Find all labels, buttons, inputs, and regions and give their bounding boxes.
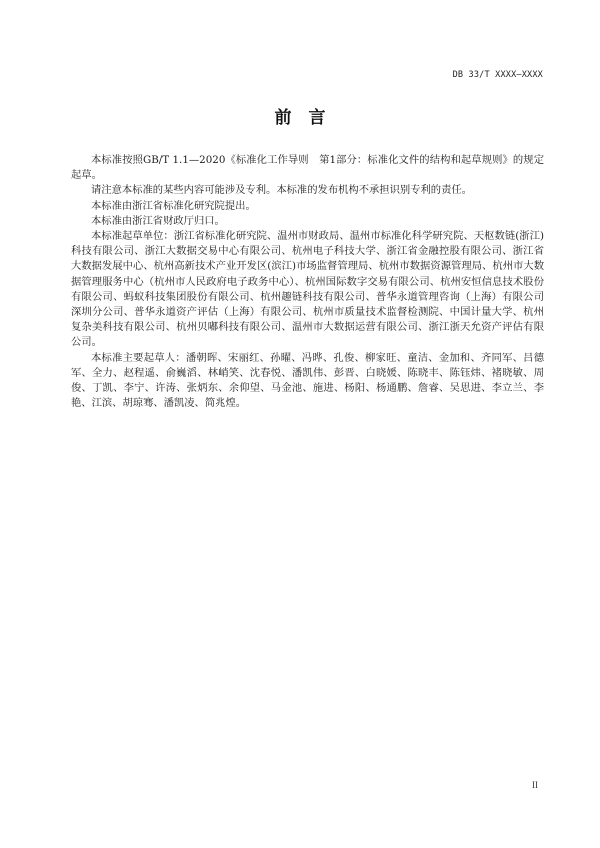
document-code: DB 33/T XXXX—XXXX [452,70,543,80]
paragraph-administrator: 本标准由浙江省财政厅归口。 [91,214,225,227]
paragraph-drafting-units: 本标准起草单位：浙江省标准化研究院、温州市财政局、温州市标准化科学研究院、天枢数链(浙江)科技有限公司、浙江大数据交易中心有限公司、杭州电子科技大学、浙江省金融控股有限公司、浙江省大数据发展中心、杭州高新技术产业开发区(滨江)市场监督管理局、杭州市数据资源管理局、杭州市大数据管理服务中心（杭州市人民政府电子政务中心）、杭州国际数字交易有限公司、杭州安恒信息技术股份有限公司、蚂蚁科技集团股份有限公司、杭州趣链科技有限公司、普华永道管理咨询（上海）有限公司深圳分公司、普华永道资产评估（上海）有限公司、杭州市质量技术监督检测院、中国计量大学、杭州复杂美科技有限公司、杭州贝嘟科技有限公司、温州市大数据运营有限公司、浙江浙天允资产评估有限公司。 [71,230,544,349]
paragraph-drafting-basis: 本标准按照GB/T 1.1—2020《标准化工作导则 第1部分：标准化文件的结构和起草规则》的规定起草。 [71,154,544,182]
paragraph-drafters: 本标准主要起草人：潘朝晖、宋丽红、孙曜、冯晔、孔俊、柳家旺、童洁、金加和、齐同军、吕德军、全力、赵程遥、俞巍滔、林峭笑、沈春悦、潘凯伟、彭晋、白晓媛、陈晓丰、陈钰炜、褚晓敏、周俊、丁凯、李宁、许涛、张炳东、余仰望、马金池、施进、杨阳、杨通鹏、詹睿、吴思进、李立兰、李艳、江滨、胡琼骞、潘凯凌、简兆煌。 [71,351,544,410]
paragraph-proposer: 本标准由浙江省标准化研究院提出。 [91,199,256,212]
document-body [71,153,544,411]
page-number: II [532,780,538,790]
page-title: 前 言 [274,108,326,128]
paragraph-patent-notice: 请注意本标准的某些内容可能涉及专利。本标准的发布机构不承担识别专利的责任。 [91,184,472,197]
